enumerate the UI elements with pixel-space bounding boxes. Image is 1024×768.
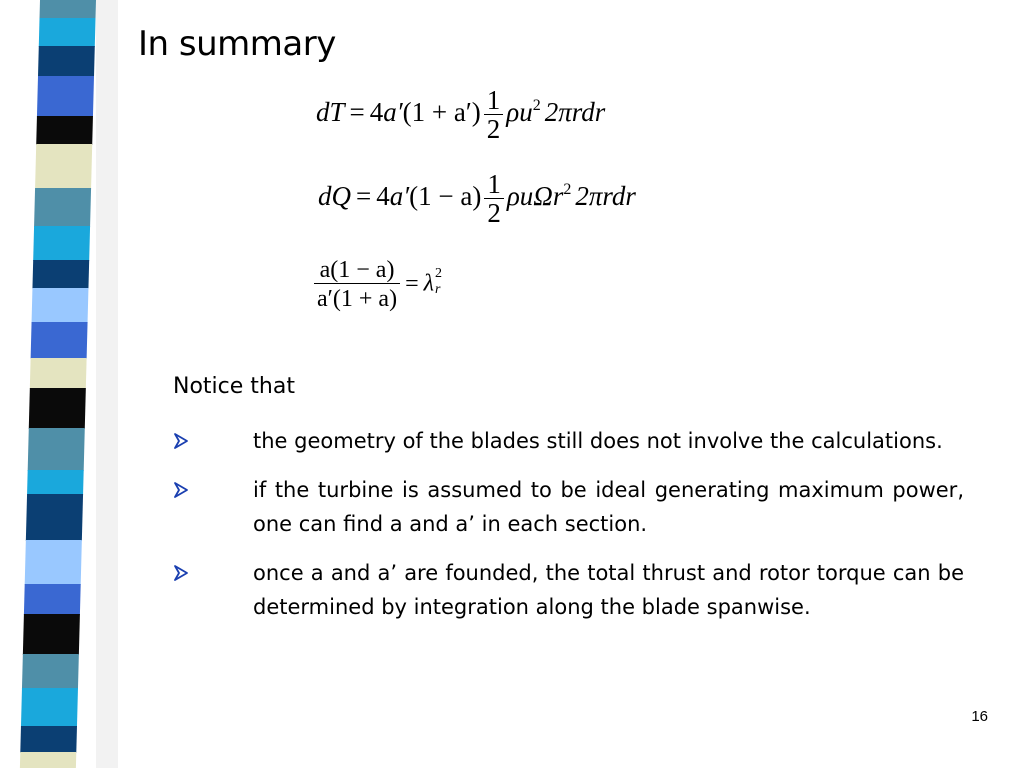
bullet-item-geometry — [172, 424, 964, 458]
strip-block — [23, 614, 80, 655]
strip-block — [36, 116, 93, 145]
ratio-lambda: λ — [423, 270, 435, 297]
thrust-lhs: dT — [316, 97, 345, 128]
strip-block — [32, 288, 89, 323]
bullet-text: the geometry of the blades still does not involve the calculations. — [253, 429, 943, 453]
torque-a-prime: a′ — [389, 181, 410, 212]
notice-heading: Notice that — [173, 374, 295, 399]
torque-rho-u-omega-r: ρuΩr — [506, 181, 564, 212]
thrust-fraction-numerator: 1 — [486, 85, 501, 115]
thrust-parenthesis: (1 + a′) — [402, 97, 481, 128]
ratio-equation — [314, 258, 442, 312]
arrowhead-bullet-icon — [172, 481, 190, 499]
strip-block — [40, 0, 96, 19]
torque-tail: 2πrdr — [575, 181, 636, 212]
torque-exponent: 2 — [563, 181, 572, 199]
ratio-denominator: a′(1 + a) — [314, 283, 400, 312]
torque-equals: = — [356, 181, 372, 212]
thrust-fraction-denominator: 2 — [484, 114, 504, 143]
strip-block — [25, 540, 82, 585]
strip-block — [22, 654, 79, 689]
strip-block — [35, 144, 92, 189]
strip-block — [26, 494, 83, 541]
ratio-numerator: a(1 − a) — [319, 257, 395, 283]
thrust-equation — [316, 86, 605, 144]
torque-coefficient: 4 — [376, 181, 390, 212]
strip-block — [33, 226, 90, 261]
thrust-tail: 2πrdr — [544, 97, 606, 128]
torque-parenthesis: (1 − a) — [409, 181, 482, 212]
ratio-lambda-superscript: 2 — [435, 266, 443, 282]
strip-block — [29, 388, 86, 429]
strip-block — [30, 358, 87, 389]
page-number: 16 — [971, 708, 988, 725]
ratio-lambda-subscript: r — [435, 282, 441, 298]
torque-lhs: dQ — [318, 181, 351, 212]
thrust-half-fraction — [484, 86, 504, 144]
slide-title: In summary — [138, 24, 336, 64]
strip-block — [20, 726, 77, 753]
ratio-fraction — [314, 258, 400, 312]
bullet-text: if the turbine is assumed to be ideal generating maximum power, one can find a and a’ in each section. — [253, 478, 964, 536]
ratio-lambda-scripts — [435, 266, 443, 299]
thrust-equals: = — [349, 97, 365, 128]
torque-fraction-numerator: 1 — [487, 169, 501, 199]
notice-bullet-list — [172, 424, 964, 639]
strip-block — [20, 752, 77, 768]
strip-block — [27, 470, 84, 495]
strip-block — [31, 322, 88, 359]
strip-block — [24, 584, 81, 615]
torque-half-fraction — [484, 170, 504, 228]
thrust-a-prime: a′ — [383, 97, 403, 128]
arrowhead-bullet-icon — [172, 564, 190, 582]
bullet-item-ideal-turbine — [172, 473, 964, 541]
decorative-side-strip — [0, 0, 118, 768]
strip-block — [34, 188, 91, 227]
torque-equation — [318, 170, 636, 228]
arrowhead-bullet-icon — [172, 432, 190, 450]
striped-band-graphic — [0, 0, 118, 768]
thrust-coefficient: 4 — [369, 97, 384, 128]
strip-block — [21, 688, 78, 727]
bullet-item-integration — [172, 556, 964, 624]
strip-block — [37, 76, 94, 117]
thrust-exponent: 2 — [532, 97, 541, 115]
strip-block — [28, 428, 85, 471]
torque-fraction-denominator: 2 — [484, 198, 504, 227]
strip-block — [38, 46, 95, 77]
thrust-rho-u: ρu — [506, 97, 533, 128]
strip-block — [32, 260, 89, 289]
ratio-equals: = — [405, 270, 419, 297]
bullet-text: once a and a’ are founded, the total thrust and rotor torque can be determined by integration along the blade spanwise. — [253, 561, 964, 619]
strip-block — [39, 18, 96, 47]
